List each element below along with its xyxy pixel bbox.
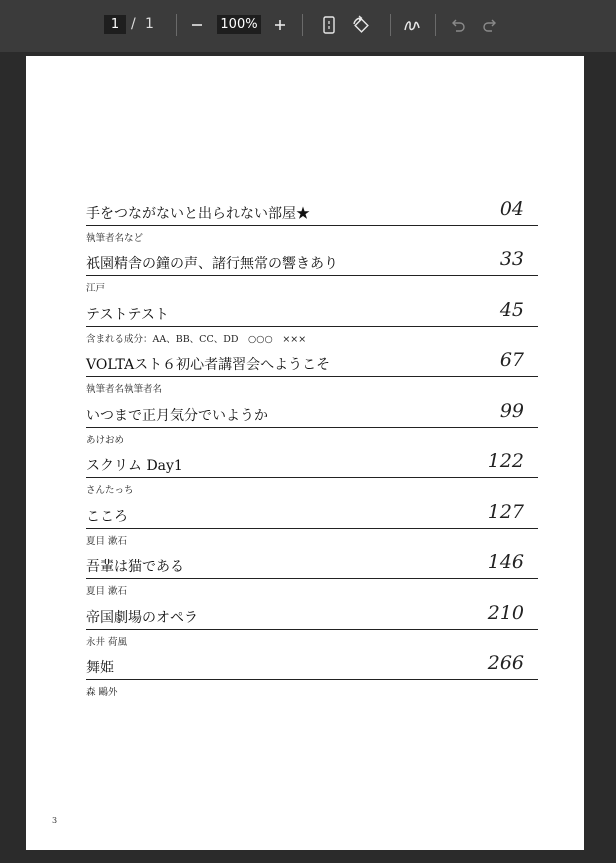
entry-rule	[86, 275, 538, 276]
entry-page-number: 146	[487, 551, 524, 573]
entry-page-number: 266	[487, 652, 524, 674]
entry-title: 帝国劇場のオペラ	[86, 610, 198, 626]
entry-rule	[86, 376, 538, 377]
entry-page-number: 122	[487, 450, 524, 472]
fit-page-icon[interactable]	[318, 14, 340, 36]
entry-title: VOLTAスト６初心者講習会へようこそ	[86, 357, 331, 373]
zoom-level[interactable]: 100%	[217, 15, 261, 34]
entry-page-number: 33	[499, 248, 524, 270]
entry-rule	[86, 326, 538, 327]
entry-title: 吾輩は猫である	[86, 559, 184, 575]
entry-title: 舞姫	[86, 660, 114, 676]
entry-title: 手をつながないと出られない部屋★	[86, 206, 310, 222]
entry-rule	[86, 679, 538, 680]
entry-page-number: 67	[499, 349, 524, 371]
draw-icon[interactable]	[401, 14, 423, 36]
entry-page-number: 99	[499, 400, 524, 422]
entry-author: 江戸	[86, 283, 106, 294]
total-pages: 1	[145, 16, 154, 32]
page-number-input[interactable]: 1	[104, 15, 126, 34]
toolbar-divider	[302, 14, 303, 36]
rotate-icon[interactable]	[350, 14, 372, 36]
zoom-out-icon[interactable]	[186, 14, 208, 36]
entry-rule	[86, 427, 538, 428]
toolbar-divider	[435, 14, 436, 36]
entry-author: さんたっち	[86, 485, 134, 496]
entry-rule	[86, 578, 538, 579]
entry-title: テストテスト	[86, 307, 169, 323]
entry-rule	[86, 225, 538, 226]
entry-rule	[86, 477, 538, 478]
entry-author: 森 鷗外	[86, 687, 118, 698]
entry-page-number: 04	[499, 198, 524, 220]
redo-icon[interactable]	[479, 14, 501, 36]
entry-page-number: 45	[499, 299, 524, 321]
entry-title: こころ	[86, 509, 128, 525]
entry-author: 永井 荷風	[86, 637, 128, 648]
undo-icon[interactable]	[447, 14, 469, 36]
pdf-toolbar	[0, 0, 616, 52]
entry-title: いつまで正月気分でいようか	[86, 408, 268, 424]
entry-author: 夏目 漱石	[86, 586, 128, 597]
entry-page-number: 127	[487, 501, 524, 523]
entry-title: スクリム Day1	[86, 458, 183, 474]
entry-title: 祇園精舎の鐘の声、諸行無常の響きあり	[86, 256, 338, 272]
entry-author: 執筆者名など	[86, 233, 144, 244]
entry-author: あけおめ	[86, 435, 125, 446]
toolbar-divider	[176, 14, 177, 36]
zoom-in-icon[interactable]	[269, 14, 291, 36]
entry-author: 執筆者名執筆者名	[86, 384, 163, 395]
entry-author: 含まれる成分：AA、BB、CC、DD ○○○ ×××	[86, 334, 307, 345]
page-footer-number: 3	[52, 816, 58, 825]
entry-author: 夏目 漱石	[86, 536, 128, 547]
entry-rule	[86, 629, 538, 630]
page-separator: /	[131, 16, 136, 32]
entry-rule	[86, 528, 538, 529]
entry-page-number: 210	[487, 602, 524, 624]
pdf-page	[26, 56, 584, 850]
toolbar-divider	[390, 14, 391, 36]
